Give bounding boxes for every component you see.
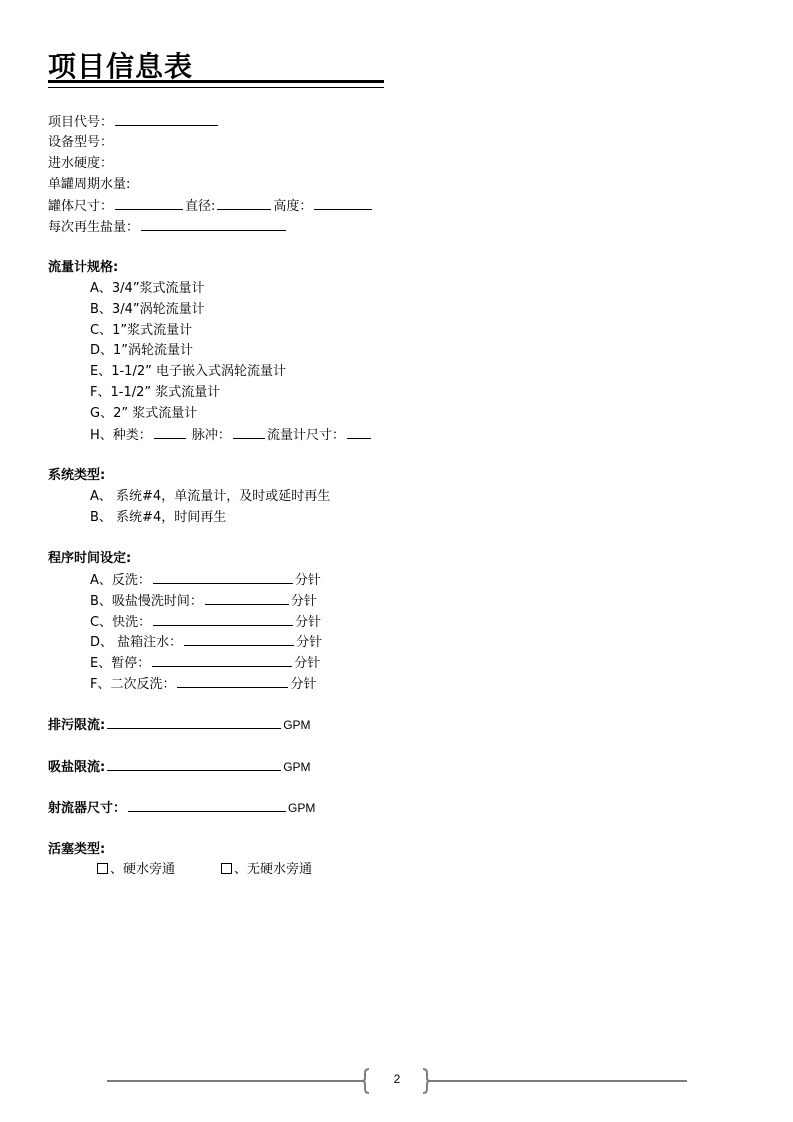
program-time-row — [90, 654, 320, 671]
flowmeter-option: A、3/4”浆式流量计 — [90, 281, 205, 296]
program-time-label: E、暂停： — [90, 656, 151, 671]
system-type-option: B、 系统#4，时间再生 — [90, 510, 227, 525]
tank-size-row — [48, 197, 374, 214]
drain-flow-row — [48, 716, 311, 733]
flowmeter-size-label: 流量计尺寸： — [266, 428, 345, 443]
program-time-row — [90, 571, 321, 588]
program-time-label: F、二次反洗： — [90, 677, 176, 692]
flowmeter-option: D、1”涡轮流量计 — [90, 343, 194, 358]
diameter-field[interactable] — [217, 197, 271, 210]
program-time-row — [90, 633, 322, 650]
program-time-label: B、吸盐慢洗时间： — [90, 594, 203, 609]
piston-option-no-hard-bypass[interactable] — [221, 861, 312, 878]
equipment-model-label: 设备型号： — [48, 135, 114, 150]
inlet-hardness-row — [48, 155, 113, 172]
piston-option-hard-bypass[interactable] — [97, 861, 175, 878]
left-brace-icon — [361, 1068, 371, 1094]
flowmeter-option: F、1-1/2” 浆式流量计 — [90, 385, 221, 400]
program-time-label: A、反洗： — [90, 573, 151, 588]
hard-bypass-checkbox[interactable] — [97, 863, 108, 874]
brine-flow-field[interactable] — [107, 758, 281, 771]
page-number: 2 — [393, 1072, 401, 1086]
system-type-option: A、 系统#4，单流量计，及时或延时再生 — [90, 489, 331, 504]
flowmeter-type-field[interactable] — [154, 426, 186, 439]
brine-flow-label: 吸盐限流: — [48, 760, 106, 775]
project-code-row — [48, 113, 220, 130]
fast-rinse-field[interactable] — [153, 613, 293, 626]
footer-rule-left — [107, 1080, 365, 1082]
program-time-label: C、快洗： — [90, 615, 152, 630]
backwash-field[interactable] — [153, 571, 293, 584]
equipment-model-row — [48, 134, 113, 151]
tank-size-label: 罐体尺寸： — [48, 199, 114, 214]
minutes-unit: 分针 — [296, 635, 323, 650]
tank-capacity-row — [48, 176, 130, 193]
minutes-unit: 分针 — [295, 615, 322, 630]
program-time-label: D、 盐箱注水： — [90, 635, 183, 650]
page-title: 项目信息表 — [48, 50, 194, 83]
piston-type-heading: 活塞类型: — [48, 842, 106, 857]
flowmeter-option: E、1-1/2” 电子嵌入式涡轮流量计 — [90, 364, 286, 379]
flowmeter-heading: 流量计规格: — [48, 260, 119, 275]
brine-flow-row — [48, 758, 311, 775]
minutes-unit: 分针 — [290, 594, 317, 609]
flowmeter-option: C、1”浆式流量计 — [90, 323, 193, 338]
program-time-row — [90, 613, 321, 630]
brine-refill-field[interactable] — [184, 633, 294, 646]
system-type-heading: 系统类型: — [48, 468, 106, 483]
gpm-unit: GPM — [288, 801, 316, 815]
flowmeter-type-label: H、种类： — [90, 428, 152, 443]
injector-size-row — [48, 799, 315, 816]
project-code-field[interactable] — [115, 113, 218, 126]
drain-flow-field[interactable] — [107, 716, 281, 729]
minutes-unit: 分针 — [294, 573, 321, 588]
flowmeter-other-row — [90, 426, 373, 443]
injector-size-label: 射流器尺寸： — [48, 801, 127, 816]
gpm-unit: GPM — [283, 718, 311, 732]
salt-field[interactable] — [141, 218, 286, 231]
pulse-label: 脉冲： — [191, 428, 231, 443]
pulse-field[interactable] — [233, 426, 265, 439]
title-block — [48, 50, 384, 84]
brine-slow-rinse-field[interactable] — [205, 592, 289, 605]
second-backwash-field[interactable] — [177, 675, 288, 688]
tank-capacity-label: 单罐周期水量: — [48, 177, 131, 192]
minutes-unit: 分针 — [290, 677, 317, 692]
flowmeter-option: G、2” 浆式流量计 — [90, 406, 198, 421]
gpm-unit: GPM — [283, 760, 311, 774]
injector-size-field[interactable] — [128, 799, 286, 812]
hard-bypass-label: 、硬水旁通 — [110, 862, 176, 877]
footer-rule-right — [428, 1080, 687, 1082]
flowmeter-size-field[interactable] — [347, 426, 371, 439]
salt-row — [48, 218, 288, 235]
tank-size-field[interactable] — [115, 197, 183, 210]
no-hard-bypass-label: 、无硬水旁通 — [234, 862, 313, 877]
no-hard-bypass-checkbox[interactable] — [221, 863, 232, 874]
program-time-heading: 程序时间设定: — [48, 551, 132, 566]
flowmeter-option: B、3/4”涡轮流量计 — [90, 302, 205, 317]
salt-label: 每次再生盐量： — [48, 220, 140, 235]
program-time-row — [90, 675, 317, 692]
project-code-label: 项目代号： — [48, 115, 114, 130]
inlet-hardness-label: 进水硬度： — [48, 156, 114, 171]
minutes-unit: 分针 — [294, 656, 321, 671]
height-field[interactable] — [314, 197, 372, 210]
drain-flow-label: 排污限流: — [48, 718, 106, 733]
pause-field[interactable] — [152, 654, 292, 667]
title-underline — [48, 80, 384, 88]
height-label: 高度： — [273, 199, 313, 214]
program-time-row — [90, 592, 317, 609]
diameter-label: 直径: — [185, 199, 216, 214]
